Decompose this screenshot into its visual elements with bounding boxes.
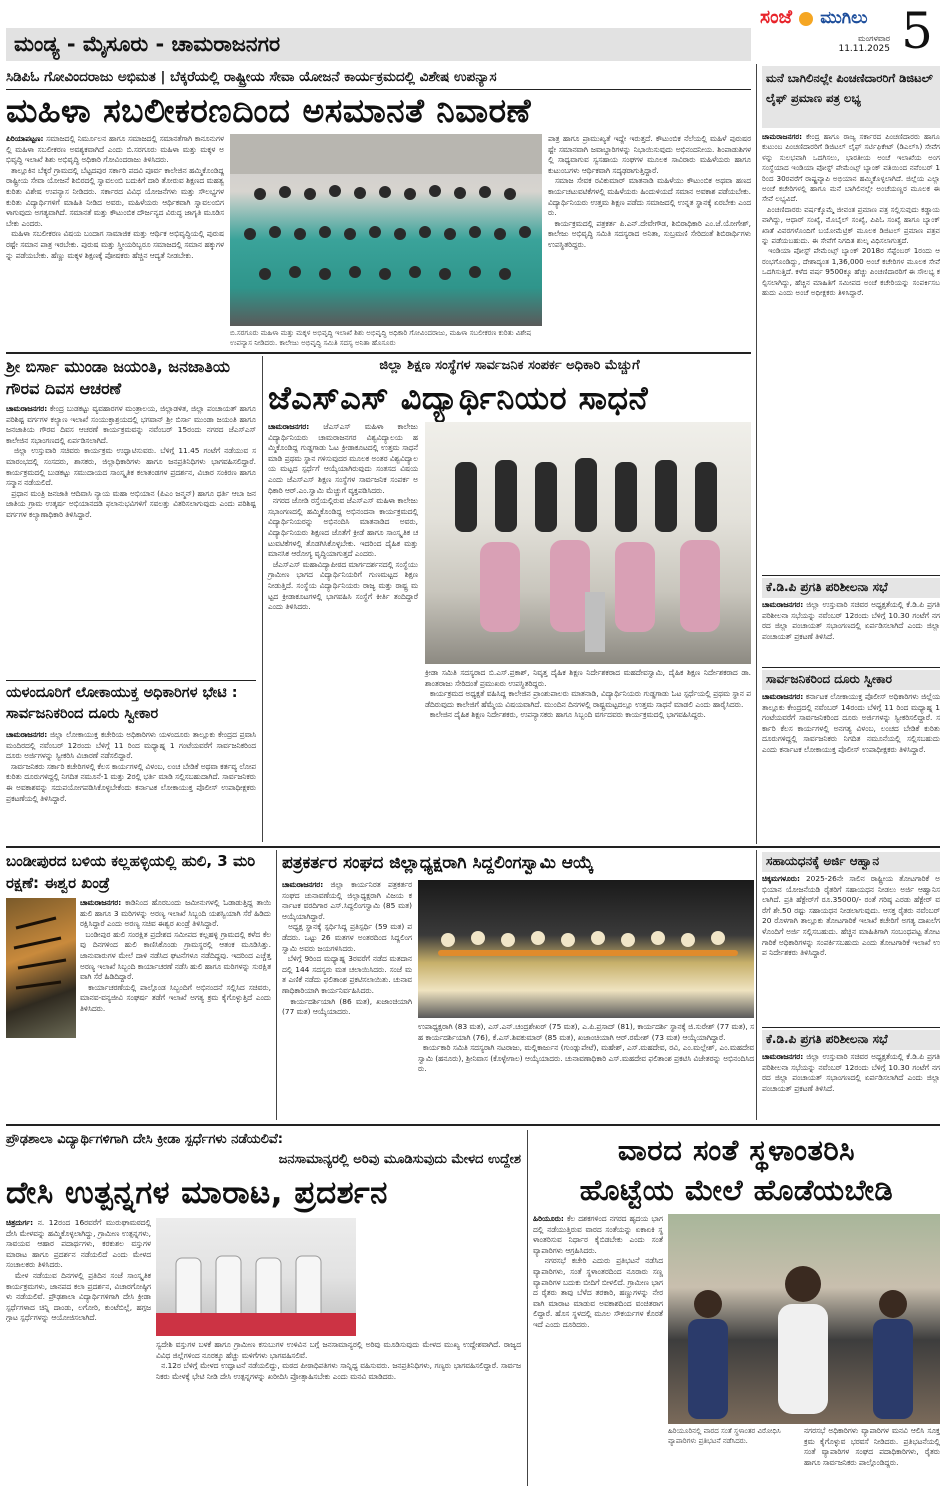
divider <box>762 667 940 668</box>
divider <box>762 1027 940 1028</box>
desi-kicker-1: ಪ್ರೌಢಶಾಲಾ ವಿದ್ಯಾರ್ಥಿಗಳಿಗಾಗಿ ದೇಸಿ ಕ್ರೀಡಾ ಸ್ಪರ್ಧೆಗಳು ನಡೆಯಲಿವೆ: <box>6 1132 283 1147</box>
lokayukta-body <box>6 730 256 840</box>
dateline: ಚಾಮರಾಜನಗರ: <box>282 880 324 889</box>
journalists-group-figures <box>418 880 754 1018</box>
complaint-body <box>762 692 943 840</box>
tiger-body <box>80 898 271 1126</box>
article-text: ಸಮಾಜದಲ್ಲಿ ನಿರ್ಮೂಲನ ಹಾಗೂ ಸಮಾಜದಲ್ಲಿ ಸಮಾನತೆಗಾಗಿ ಕಾನೂನುಗಳಲ್ಲಿ ಮಹಿಳಾ ಸಬಲೀಕರಣ ಅವಶ್ಯಕವಾಗಿದೆ ಎಂದು ಬಿ.ಸರಗೂರು ಮಹಿಳಾ ಮತ್ತು ಮಕ್ಕಳ ಅಭಿವೃದ್ಧಿ ಇಲಾಖೆ ಶಿಶು ಅಭಿವೃದ್ಧಿ ಅಧಿಕಾರಿ ಗೋವಿಂದರಾಜು ತಿಳಿಸಿದರು. ತಾಲ್ಲೂಕಿನ ಬೆಕ್ಕರೆ ಗ್ರಾಮದಲ್ಲಿ ಬೆಟ್ಟದಪುರ ಸರ್ಕಾರಿ ಪದವಿ ಪೂರ್ವ ಕಾಲೇಜಿನ ಹಮ್ಮಿಕೊಂಡಿದ್ದ ರಾಷ್ಟ್ರೀಯ ಸೇವಾ ಯೋಜನೆ ಶಿಬಿರದಲ್ಲಿ ಸ್ವಾವಲಂಬಿ ಬದುಕಿಗೆ ದಾರಿ ತೋರುವ ಶಿಕ್ಷಣದ ಮಹತ್ವ ಕುರಿತು ವಿಶೇಷ ಉಪನ್ಯಾಸ ನೀಡಿದರು. ಸರ್ಕಾರದ ವಿವಿಧ ಯೋಜನೆಗಳು ಮತ್ತು ಸೌಲಭ್ಯಗಳ ಕುರಿತು ವಿದ್ಯಾರ್ಥಿಗಳಿಗೆ ಮಾಹಿತಿ ನೀಡಿದ ಅವರು, ಮಹಿಳೆಯರು ಆರ್ಥಿಕವಾಗಿ ಸ್ವಾವಲಂಬಿಗಳಾಗುವುದು ಅಗತ್ಯವಾಗಿದೆ. ಸಮಾನತೆ ಮತ್ತು ಕೌಟುಂಬಿಕ ದೌರ್ಜನ್ಯದ ವಿರುದ್ಧ ಜಾಗೃತಿ ಮೂಡಿಸಬೇಕು ಎಂದರು. ಮಹಿಳಾ ಸಬಲೀಕರಣ ವಿಷಯ ಬಂದಾಗ ಸಾಮಾಜಿಕ ಮತ್ತು ಆರ್ಥಿಕ ಅಭಿವೃದ್ಧಿಯಲ್ಲಿ ಪುರುಷರಷ್ಟೇ ಸಮಾನ ಪಾತ್ರ ಇರಬೇಕು. ಪುರುಷ ಮತ್ತು ಸ್ತ್ರೀಯರಿಬ್ಬರೂ ಸಮಾಜದಲ್ಲಿ ಸಮಾನ ಹಕ್ಕುಗಳನ್ನು ಪಡೆಯಬೇಕು. ಹೆಣ್ಣು ಮಕ್ಕಳ ಶಿಕ್ಷಣಕ್ಕೆ ಪೋಷಕರು ಹೆಚ್ಚಿನ ಆದ್ಯತೆ ನೀಡಬೇಕು. <box>6 134 225 260</box>
page-number: 5 <box>901 2 933 60</box>
divider <box>6 352 751 354</box>
jss-photo <box>425 422 751 664</box>
journalists-body-right: ಉಪಾಧ್ಯಕ್ಷರಾಗಿ (83 ಮತ), ಎಸ್.ಎನ್.ಚಂದ್ರಶೇಖರ್ (75 ಮತ), ಎ.ಪಿ.ಪ್ರಸಾದ್ (81), ಕಾರ್ಯದರ್ಶಿ ಸ್ಥಾನಕ್ಕೆ ಜಿ.ಸುರೇಶ್ (77 ಮತ), ಸಹ ಕಾರ್ಯದರ್ಶಿಯಾಗಿ (76), ಕೆ.ಎಸ್.ಶಿವಕುಮಾರ್ (85 ಮತ), ಖಜಾಂಚಿಯಾಗಿ ಆರ್.ರಮೇಶ್ (73 ಮತ) ಆಯ್ಕೆಯಾಗಿದ್ದಾರೆ. ಕಾರ್ಯಕಾರಿ ಸಮಿತಿ ಸದಸ್ಯರಾಗಿ ನಟರಾಜು, ಮಲ್ಲಿಕಾರ್ಜುನ (ಗುಂಡ್ಲುಪೇಟೆ), ಮಹೇಶ್, ಎಸ್.ಮಹದೇವ, ರವಿ, ಎಂ.ಮಲ್ಲೇಶ್, ಎಂ.ಮಹದೇವಸ್ವಾಮಿ (ಹನೂರು), ಶ್ರೀನಿವಾಸ (ಕೊಳ್ಳೇಗಾಲ) ಆಯ್ಕೆಯಾದರು. ಚುನಾವಣಾಧಿಕಾರಿ ಎಸ್.ಮಹದೇವ ಫಲಿತಾಂಶ ಪ್ರಕಟಿಸಿ ವಿಜೇತರನ್ನು ಅಭಿನಂದಿಸಿದರು. <box>418 1022 754 1074</box>
desi-body-mid: ಸ್ವದೇಶಿ ವಸ್ತುಗಳ ಬಳಕೆ ಹಾಗೂ ಗ್ರಾಮೀಣ ಕಸುಬುಗಳ ಉಳಿವಿನ ಬಗ್ಗೆ ಜನಸಾಮಾನ್ಯರಲ್ಲಿ ಅರಿವು ಮೂಡಿಸುವುದು ಮೇಳದ ಮುಖ್ಯ ಉದ್ದೇಶವಾಗಿದೆ. ರಾಜ್ಯದ ವಿವಿಧ ಜಿಲ್ಲೆಗಳಿಂದ ನೂರಕ್ಕೂ ಹೆಚ್ಚು ಮಳಿಗೆಗಳು ಭಾಗವಹಿಸಲಿವೆ. ನ.12ರ ಬೆಳಿಗ್ಗೆ ಮೇಳದ ಉದ್ಘಾಟನೆ ನಡೆಯಲಿದ್ದು, ಮಠದ ಪೀಠಾಧಿಪತಿಗಳು ಸಾನ್ನಿಧ್ಯ ವಹಿಸುವರು. ಜನಪ್ರತಿನಿಧಿಗಳು, ಗಣ್ಯರು ಭಾಗವಹಿಸಲಿದ್ದಾರೆ. ಸಾರ್ವಜನಿಕರು ಮೇಳಕ್ಕೆ ಭೇಟಿ ನೀಡಿ ದೇಸಿ ಉತ್ಪನ್ನಗಳನ್ನು ಖರೀದಿಸಿ ಪ್ರೋತ್ಸಾಹಿಸಬೇಕು ಎಂದು ಮನವಿ ಮಾಡಿದರು. <box>156 1340 521 1381</box>
dateline: ಚಾಮರಾಜನಗರ: <box>80 898 122 907</box>
article-text: ಕೇಂದ್ರ ಹಾಗೂ ರಾಜ್ಯ ಸರ್ಕಾರದ ಪಿಂಚಣಿದಾರರು ಹಾಗೂ ಕುಟುಂಬ ಪಿಂಚಣಿದಾರರಿಗೆ ಡಿಜಿಟಲ್ ಲೈಫ್ ಸರ್ಟಿಫಿಕೇಟ್ (ಡಿಎಲ್‌ಸಿ) ಸೇವೆಗಳನ್ನು ಸುಲಭವಾಗಿ ಒದಗಿಸಲು, ಭಾರತೀಯ ಅಂಚೆ ಇಲಾಖೆಯ ಅಂಗ ಸಂಸ್ಥೆಯಾದ ಇಂಡಿಯಾ ಪೋಸ್ಟ್ ಪೇಮೆಂಟ್ಸ್ ಬ್ಯಾಂಕ್ ವತಿಯಿಂದ ನವೆಂಬರ್ 1ರಿಂದ 30ರವರೆಗೆ ರಾಷ್ಟ್ರವ್ಯಾಪಿ ಅಭಿಯಾನ ಹಮ್ಮಿಕೊಳ್ಳಲಾಗಿದೆ. ಜಿಲ್ಲೆಯ ಎಲ್ಲಾ ಅಂಚೆ ಕಚೇರಿಗಳಲ್ಲಿ ಹಾಗೂ ಮನೆ ಬಾಗಿಲಿನಲ್ಲೇ ಅಂಚೆಯಣ್ಣರ ಮೂಲಕ ಈ ಸೇವೆ ಲಭ್ಯವಿದೆ. ಪಿಂಚಣಿದಾರರು ವರ್ಷಕ್ಕೊಮ್ಮೆ ಜೀವಂತ ಪ್ರಮಾಣ ಪತ್ರ ಸಲ್ಲಿಸುವುದು ಕಡ್ಡಾಯವಾಗಿದ್ದು, ಆಧಾರ್ ಸಂಖ್ಯೆ, ಮೊಬೈಲ್ ಸಂಖ್ಯೆ, ಪಿಪಿಓ ಸಂಖ್ಯೆ ಹಾಗೂ ಬ್ಯಾಂಕ್ ಖಾತೆ ವಿವರಗಳೊಂದಿಗೆ ಬಯೋಮೆಟ್ರಿಕ್ ಮೂಲಕ ಡಿಜಿಟಲ್ ಪ್ರಮಾಣ ಪತ್ರವನ್ನು ಪಡೆಯಬಹುದು. ಈ ಸೇವೆಗೆ ನಿಗದಿತ ಶುಲ್ಕ ವಿಧಿಸಲಾಗುತ್ತದೆ. ಇಂಡಿಯಾ ಪೋಸ್ಟ್ ಪೇಮೆಂಟ್ಸ್ ಬ್ಯಾಂಕ್ 2018ರ ಸೆಪ್ಟೆಂಬರ್ 1ರಂದು ಆರಂಭಗೊಂಡಿದ್ದು, ದೇಶಾದ್ಯಂತ 1,36,000 ಅಂಚೆ ಕಚೇರಿಗಳ ಮೂಲಕ ಸೇವೆ ಒದಗಿಸುತ್ತಿದೆ. ಕಳೆದ ವರ್ಷ 9500ಕ್ಕೂ ಹೆಚ್ಚು ಪಿಂಚಣಿದಾರರಿಗೆ ಈ ಸೌಲಭ್ಯ ಕಲ್ಪಿಸಲಾಗಿದ್ದು, ಹೆಚ್ಚಿನ ಮಾಹಿತಿಗೆ ಸಮೀಪದ ಅಂಚೆ ಕಚೇರಿಯನ್ನು ಸಂಪರ್ಕಿಸಬಹುದು ಎಂದು ಅಂಚೆ ಅಧೀಕ್ಷಕರು ತಿಳಿಸಿದ್ದಾರೆ. <box>762 132 941 298</box>
group-photo-figures <box>230 134 542 326</box>
divider <box>6 680 256 681</box>
dateline: ಚಾಮರಾಜನಗರ: <box>6 730 48 739</box>
issue-day: ಮಂಗಳವಾರ <box>857 34 890 43</box>
article-text: ಕೆಲ ದಶಕಗಳಿಂದ ನಗರದ ಹೃದಯ ಭಾಗದಲ್ಲಿ ನಡೆಯುತ್ತಿರುವ ವಾರದ ಸಂತೆಯನ್ನು ಏಕಾಏಕಿ ಸ್ಥಳಾಂತರಿಸುವ ನಿರ್ಧಾರ ಕೈಬಿಡಬೇಕು ಎಂದು ಸಂತೆ ವ್ಯಾಪಾರಿಗಳು ಆಗ್ರಹಿಸಿದರು. ನಗರಸಭೆ ಕಚೇರಿ ಎದುರು ಪ್ರತಿಭಟನೆ ನಡೆಸಿದ ವ್ಯಾಪಾರಿಗಳು, ಸಂತೆ ಸ್ಥಳಾಂತರದಿಂದ ನೂರಾರು ಸಣ್ಣ ವ್ಯಾಪಾರಿಗಳ ಬದುಕು ಬೀದಿಗೆ ಬೀಳಲಿದೆ. ಗ್ರಾಮೀಣ ಭಾಗದ ರೈತರು ತಾವು ಬೆಳೆದ ತರಕಾರಿ, ಹಣ್ಣುಗಳನ್ನು ನೇರವಾಗಿ ಮಾರಾಟ ಮಾಡುವ ಅವಕಾಶದಿಂದ ವಂಚಿತರಾಗಲಿದ್ದಾರೆ. ಹೊಸ ಸ್ಥಳದಲ್ಲಿ ಮೂಲ ಸೌಕರ್ಯಗಳ ಕೊರತೆ ಇದೆ ಎಂದು ದೂರಿದರು. <box>533 1214 664 1329</box>
journalists-photo <box>418 880 754 1018</box>
divider <box>6 89 751 90</box>
sun-icon <box>799 12 813 26</box>
article-text: ಜಿಲ್ಲಾ ಕಾರ್ಯನಿರತ ಪತ್ರಕರ್ತರ ಸಂಘದ ಚುನಾವಣೆಯಲ್ಲಿ ಜಿಲ್ಲಾಧ್ಯಕ್ಷರಾಗಿ ವಿಜಯ ಕರ್ನಾಟಕ ವರದಿಗಾರ ಎಸ್.ಸಿದ್ದಲಿಂಗಸ್ವಾಮಿ (85 ಮತ) ಆಯ್ಕೆಯಾಗಿದ್ದಾರೆ. ಅಧ್ಯಕ್ಷ ಸ್ಥಾನಕ್ಕೆ ಸ್ಪರ್ಧಿಸಿದ್ದ ಪ್ರತಿಸ್ಪರ್ಧಿ (59 ಮತ) ಪಡೆದರು. ಒಟ್ಟು 26 ಮತಗಳ ಅಂತರದಿಂದ ಸಿದ್ದಲಿಂಗಸ್ವಾಮಿ ಅವರು ಜಯಗಳಿಸಿದರು. ಬೆಳಿಗ್ಗೆ 9ರಿಂದ ಮಧ್ಯಾಹ್ನ 3ರವರೆಗೆ ನಡೆದ ಮತದಾನದಲ್ಲಿ 144 ಸದಸ್ಯರು ಮತ ಚಲಾಯಿಸಿದರು. ಸಂಜೆ ಮತ ಎಣಿಕೆ ನಡೆದು ಫಲಿತಾಂಶ ಪ್ರಕಟಿಸಲಾಯಿತು. ಚುನಾವಣಾಧಿಕಾರಿಯಾಗಿ ಕಾರ್ಯನಿರ್ವಹಿಸಿದರು. ಕಾರ್ಯದರ್ಶಿಯಾಗಿ (86 ಮತ), ಖಜಾಂಚಿಯಾಗಿ (77 ಮತ) ಆಯ್ಕೆಯಾದರು. <box>282 880 412 1017</box>
dateline: ಪಿರಿಯಾಪಟ್ಟಣ: <box>6 134 44 143</box>
complaint-headline: ಸಾರ್ವಜನಿಕರಿಂದ ದೂರು ಸ್ವೀಕಾರ <box>762 670 940 690</box>
dateline: ಚಿತ್ರದುರ್ಗ: <box>6 1218 34 1227</box>
dateline: ಚಾಮರಾಜನಗರ: <box>762 600 804 609</box>
journalists-headline: ಪತ್ರಕರ್ತರ ಸಂಘದ ಜಿಲ್ಲಾಧ್ಯಕ್ಷರಾಗಿ ಸಿದ್ದಲಿಂಗಸ್ವಾಮಿ ಆಯ್ಕೆ <box>282 853 594 873</box>
lead-body-right: ಪಾತ್ರ ಹಾಗೂ ಪ್ರಾಮುಖ್ಯತೆ ಇದ್ದೇ ಇರುತ್ತದೆ. ಕೌಟುಂಬಿಕ ನೆಲೆಯಲ್ಲಿ ಮಹಿಳೆ ಪುರುಷರಷ್ಟೇ ಸಮಾನವಾಗಿ ಜವಾಬ್ದಾರಿಗಳನ್ನು ನಿಭಾಯಿಸುವುದು ಅಭಿನಂದನೀಯ. ಶಿಂಪಾಡುಶಿಗಳಲ್ಲಿ ಸಾಧ್ಯವಾಗುವ ಸ್ವಸಹಾಯ ಸಂಘಗಳ ಮೂಲಕ ಸಾವಿರಾರು ಮಹಿಳೆಯರು ಹಾಗೂ ಕುಟುಂಬಗಳು ಆರ್ಥಿಕವಾಗಿ ಸದೃಢರಾಗುತ್ತಿದ್ದಾರೆ. ಸಮಾಜ ಸೇವಕ ರವಿಕುಮಾರ್ ಮಾತನಾಡಿ ಮಹಿಳೆಯು ಕೌಟುಂಬಿಕ ಅಥವಾ ಹಣದ ಕಾರ್ಯಚಟುವಟಿಕೆಗಳಲ್ಲಿ ಮಹಿಳೆಯರು ಹಿಂದುಳಿಯದೆ ಸಮಾನ ಅವಕಾಶ ಪಡೆಯಬೇಕು. ವಿದ್ಯಾರ್ಥಿನಿಯರು ಉತ್ತಮ ಶಿಕ್ಷಣ ಪಡೆದು ಸಮಾಜದಲ್ಲಿ ಉನ್ನತ ಸ್ಥಾನಕ್ಕೆ ಏರಬೇಕು ಎಂದರು. ಕಾರ್ಯಕ್ರಮದಲ್ಲಿ ಪತ್ರಕರ್ತ ಪಿ.ಎನ್.ದೇವೇಗೌಡ, ಶಿಬಿರಾಧಿಕಾರಿ ಎಂ.ಜೆ.ಯೋಗೇಶ್, ಕಾಲೇಜು ಅಭಿವೃದ್ಧಿ ಸಮಿತಿ ಸದಸ್ಯರಾದ ಅನಿತಾ, ಸುಬ್ರಮಣಿ ಸೇರಿದಂತೆ ಶಿಬಿರಾರ್ಥಿಗಳು ಉಪಸ್ಥಿತರಿದ್ದರು. <box>548 134 752 249</box>
article-text: ಜೆಎಸ್‌ಎಸ್ ಮಹಿಳಾ ಕಾಲೇಜು ವಿದ್ಯಾರ್ಥಿನಿಯರು ಚಾಮರಾಜನಗರ ವಿಶ್ವವಿದ್ಯಾಲಯ ಹಮ್ಮಿಕೊಂಡಿದ್ದ ಗುಡ್ಡಗಾಡು ಓಟ ಕ್ರೀಡಾಕೂಟದಲ್ಲಿ ಉತ್ತಮ ಸಾಧನೆ ಮಾಡಿ ಪ್ರಥಮ ಸ್ಥಾನ ಗಳಿಸುವುದರ ಮೂಲಕ ಅಂತರ ವಿಶ್ವವಿದ್ಯಾಲಯ ಮಟ್ಟದ ಸ್ಪರ್ಧೆಗೆ ಆಯ್ಕೆಯಾಗಿರುವುದು ಸಂತಸದ ವಿಷಯ ಎಂದು ಜೆಎಸ್‌ಎಸ್ ಶಿಕ್ಷಣ ಸಂಸ್ಥೆಗಳ ಸಾರ್ವಜನಿಕ ಸಂಪರ್ಕ ಅಧಿಕಾರಿ ಆರ್.ಎಂ.ಸ್ವಾಮಿ ಮೆಚ್ಚುಗೆ ವ್ಯಕ್ತಪಡಿಸಿದರು. ನಗರದ ಜೋಡಿ ರಸ್ತೆಯಲ್ಲಿರುವ ಜೆಎಸ್‌ಎಸ್ ಮಹಿಳಾ ಕಾಲೇಜು ಸಭಾಂಗಣದಲ್ಲಿ ಹಮ್ಮಿಕೊಂಡಿದ್ದ ಅಭಿನಂದನಾ ಕಾರ್ಯಕ್ರಮದಲ್ಲಿ ವಿದ್ಯಾರ್ಥಿನಿಯರನ್ನು ಅಭಿನಂದಿಸಿ ಮಾತನಾಡಿದ ಅವರು, ವಿದ್ಯಾರ್ಥಿನಿಯರು ಶಿಕ್ಷಣದ ಜೊತೆಗೆ ಕ್ರೀಡೆ ಹಾಗೂ ಸಾಂಸ್ಕೃತಿಕ ಚಟುವಟಿಕೆಗಳಲ್ಲಿ ತೊಡಗಿಸಿಕೊಳ್ಳಬೇಕು. ಇದರಿಂದ ದೈಹಿಕ ಮತ್ತು ಮಾನಸಿಕ ಆರೋಗ್ಯ ವೃದ್ಧಿಯಾಗುತ್ತದೆ ಎಂದರು. ಜೆಎಸ್‌ಎಸ್ ಮಹಾವಿದ್ಯಾಪೀಠದ ಮಾರ್ಗದರ್ಶನದಲ್ಲಿ ಸಂಸ್ಥೆಯು ಗ್ರಾಮೀಣ ಭಾಗದ ವಿದ್ಯಾರ್ಥಿನಿಯರಿಗೆ ಗುಣಮಟ್ಟದ ಶಿಕ್ಷಣ ನೀಡುತ್ತಿದೆ. ಸಂಸ್ಥೆಯ ವಿದ್ಯಾರ್ಥಿನಿಯರು ರಾಜ್ಯ ಮತ್ತು ರಾಷ್ಟ್ರ ಮಟ್ಟದ ಕ್ರೀಡಾಕೂಟಗಳಲ್ಲಿ ಭಾಗವಹಿಸಿ ಸಂಸ್ಥೆಗೆ ಕೀರ್ತಿ ತಂದಿದ್ದಾರೆ ಎಂದು ತಿಳಿಸಿದರು. <box>268 422 418 612</box>
kdp-headline: ಕೆ.ಡಿ.ಪಿ ಪ್ರಗತಿ ಪರಿಶೀಲನಾ ಸಭೆ <box>762 578 940 598</box>
birsa-body <box>6 404 256 676</box>
lead-headline: ಮಹಿಳಾ ಸಬಲೀಕರಣದಿಂದ ಅಸಮಾನತೆ ನಿವಾರಣೆ <box>6 91 532 130</box>
article-text: 2025-26ನೇ ಸಾಲಿನ ರಾಷ್ಟ್ರೀಯ ತೋಟಗಾರಿಕೆ ಅಭಿಯಾನ ಯೋಜನೆಯಡಿ ರೈತರಿಗೆ ಸಹಾಯಧನ ನೀಡಲು ಅರ್ಜಿ ಆಹ್ವಾನಿಸಲಾಗಿದೆ. ಪ್ರತಿ ಹೆಕ್ಟೇರ್‌ಗೆ ರೂ.35000/- ರಂತೆ ಗರಿಷ್ಠ ಎರಡು ಹೆಕ್ಟೇರ್ ವರೆಗೆ ಶೇ.50 ರಷ್ಟು ಸಹಾಯಧನ ನೀಡಲಾಗುವುದು. ಆಸಕ್ತ ರೈತರು ನವೆಂಬರ್ 20 ರೊಳಗಾಗಿ ತಾಲ್ಲೂಕು ತೋಟಗಾರಿಕೆ ಇಲಾಖೆ ಕಚೇರಿಗೆ ಅಗತ್ಯ ದಾಖಲೆಗಳೊಂದಿಗೆ ಅರ್ಜಿ ಸಲ್ಲಿಸಬಹುದು. ಹೆಚ್ಚಿನ ಮಾಹಿತಿಗಾಗಿ ಸಂಬಂಧಪಟ್ಟ ತೋಟಗಾರಿಕೆ ಅಧಿಕಾರಿಗಳನ್ನು ಸಂಪರ್ಕಿಸಬಹುದು ಎಂದು ತೋಟಗಾರಿಕೆ ಇಲಾಖೆ ಉಪ ನಿರ್ದೇಶಕರು ತಿಳಿಸಿದ್ದಾರೆ. <box>762 874 943 958</box>
award-photo-figures <box>425 422 751 664</box>
tiger-photo <box>6 898 76 1038</box>
birsa-headline: ಶ್ರೀ ಬಿರ್ಸಾ ಮುಂಡಾ ಜಯಂತಿ, ಜನಜಾತಿಯ ಗೌರವ ದಿವಸ ಆಚರಣೆ <box>6 357 230 398</box>
aid-body <box>762 874 943 1024</box>
jss-body-right: ಕ್ರೀಡಾ ಸಮಿತಿ ಸದಸ್ಯರಾದ ಬಿ.ಎಸ್.ಪ್ರಕಾಶ್, ನಿವೃತ್ತ ದೈಹಿಕ ಶಿಕ್ಷಣ ನಿರ್ದೇಶಕರಾದ ಮಹದೇವಸ್ವಾಮಿ, ದೈಹಿಕ ಶಿಕ್ಷಣ ನಿರ್ದೇಶಕರಾದ ಡಾ. ಶಾಂತರಾಜು ಸೇರಿದಂತೆ ಪ್ರಮುಖರು ಉಪಸ್ಥಿತರಿದ್ದರು. ಕಾರ್ಯಕ್ರಮದ ಅಧ್ಯಕ್ಷತೆ ವಹಿಸಿದ್ದ ಕಾಲೇಜಿನ ಪ್ರಾಂಶುಪಾಲರು ಮಾತನಾಡಿ, ವಿದ್ಯಾರ್ಥಿನಿಯರು ಗುಡ್ಡಗಾಡು ಓಟ ಸ್ಪರ್ಧೆಯಲ್ಲಿ ಪ್ರಥಮ ಸ್ಥಾನ ಪಡೆದಿರುವುದು ಕಾಲೇಜಿಗೆ ಹೆಮ್ಮೆಯ ವಿಷಯವಾಗಿದೆ. ಮುಂದಿನ ದಿನಗಳಲ್ಲಿ ರಾಷ್ಟ್ರಮಟ್ಟದಲ್ಲೂ ಉತ್ತಮ ಸಾಧನೆ ಮಾಡಲಿ ಎಂದು ಹಾರೈಸಿದರು. ಕಾಲೇಜಿನ ದೈಹಿಕ ಶಿಕ್ಷಣ ನಿರ್ದೇಶಕರು, ಉಪನ್ಯಾಸಕರು ಹಾಗೂ ಸಿಬ್ಬಂದಿ ವರ್ಗದವರು ಕಾರ್ಯಕ್ರಮದಲ್ಲಿ ಭಾಗವಹಿಸಿದ್ದರು. <box>425 668 751 720</box>
desi-body-left <box>6 1218 151 1486</box>
dateline: ಚಾಮರಾಜನಗರ: <box>268 422 310 431</box>
article-text: ಕರ್ನಾಟಕ ಲೋಕಾಯುಕ್ತ ಪೊಲೀಸ್ ಅಧಿಕಾರಿಗಳು ಜಿಲ್ಲೆಯ ತಾಲ್ಲೂಕು ಕೇಂದ್ರದಲ್ಲಿ ನವೆಂಬರ್ 14ರಂದು ಬೆಳಿಗ್ಗೆ 11 ರಿಂದ ಮಧ್ಯಾಹ್ನ 1 ಗಂಟೆಯವರೆಗೆ ಸಾರ್ವಜನಿಕರಿಂದ ದೂರು ಅರ್ಜಿಗಳನ್ನು ಸ್ವೀಕರಿಸಲಿದ್ದಾರೆ. ಸರ್ಕಾರಿ ಕೆಲಸ ಕಾರ್ಯಗಳಲ್ಲಿ ಅನಗತ್ಯ ವಿಳಂಬ, ಲಂಚದ ಬೇಡಿಕೆ ಕುರಿತು ದೂರುಗಳಿದ್ದಲ್ಲಿ ಸಾರ್ವಜನಿಕರು ನಿಗದಿತ ನಮೂನೆಯಲ್ಲಿ ಸಲ್ಲಿಸಬಹುದು ಎಂದು ಕರ್ನಾಟಕ ಲೋಕಾಯುಕ್ತ ಪೊಲೀಸ್ ಉಪಾಧೀಕ್ಷಕರು ತಿಳಿಸಿದ್ದಾರೆ. <box>762 692 943 754</box>
kdp-body <box>762 600 943 664</box>
journalists-body-left <box>282 880 412 1120</box>
desi-press-meet-figures <box>156 1218 356 1336</box>
tiger-stripes <box>6 898 76 1038</box>
santhe-photo <box>668 1214 940 1424</box>
santhe-body-left <box>533 1214 663 1486</box>
desi-kicker-2: ಜನಸಾಮಾನ್ಯರಲ್ಲಿ ಅರಿವು ಮೂಡಿಸುವುದು ಮೇಳದ ಉದ್ದೇಶ <box>278 1152 521 1167</box>
dateline: ಚಿಕ್ಕಮಗಳೂರು: <box>762 874 800 883</box>
lead-kicker: ಸಿಡಿಪಿಓ ಗೋವಿಂದರಾಜು ಅಭಿಮತ | ಬೆಕ್ಕರೆಯಲ್ಲಿ ರಾಷ್ಟ್ರೀಯ ಸೇವಾ ಯೋಜನೆ ಕಾರ್ಯಕ್ರಮದಲ್ಲಿ ವಿಶೇಷ ಉಪನ್ಯಾಸ <box>6 69 497 85</box>
brand-name-2: ಮುಗಿಲು <box>820 8 868 28</box>
column-divider <box>262 356 263 842</box>
dateline: ಚಾಮರಾಜನಗರ: <box>6 404 48 413</box>
desi-headline: ದೇಸಿ ಉತ್ಪನ್ನಗಳ ಮಾರಾಟ, ಪ್ರದರ್ಶನ <box>6 1175 388 1211</box>
digital-body <box>762 132 940 570</box>
kdp2-body <box>762 1052 943 1120</box>
jss-body-left <box>268 422 418 840</box>
lead-photo <box>230 134 542 326</box>
article-text: ಕಾಡಿನಿಂದ ಹೊರಬಂದು ಜಮೀನುಗಳಲ್ಲಿ ಓಡಾಡುತ್ತಿದ್ದ ತಾಯಿ ಹುಲಿ ಹಾಗೂ 3 ಮರಿಗಳನ್ನು ಅರಣ್ಯ ಇಲಾಖೆ ಸಿಬ್ಬಂದಿ ಯಶಸ್ವಿಯಾಗಿ ಸೆರೆ ಹಿಡಿದು ರಕ್ಷಿಸಿದ್ದಾರೆ ಎಂದು ಅರಣ್ಯ ಸಚಿವ ಈಶ್ವರ ಖಂಡ್ರೆ ತಿಳಿಸಿದ್ದಾರೆ. ಬಂಡೀಪುರ ಹುಲಿ ಸಂರಕ್ಷಿತ ಪ್ರದೇಶದ ಸಮೀಪದ ಕಲ್ಲಹಳ್ಳಿ ಗ್ರಾಮದಲ್ಲಿ ಕಳೆದ ಕೆಲವು ದಿನಗಳಿಂದ ಹುಲಿ ಕಾಣಿಸಿಕೊಂಡು ಗ್ರಾಮಸ್ಥರಲ್ಲಿ ಆತಂಕ ಮೂಡಿಸಿತ್ತು. ಜಾನುವಾರುಗಳ ಮೇಲೆ ದಾಳಿ ನಡೆಸಿದ ಘಟನೆಗಳೂ ನಡೆದಿದ್ದವು. ಇದರಿಂದ ಎಚ್ಚೆತ್ತ ಅರಣ್ಯ ಇಲಾಖೆ ಸಿಬ್ಬಂದಿ ಕಾರ್ಯಾಚರಣೆ ನಡೆಸಿ ಹುಲಿ ಹಾಗೂ ಮರಿಗಳನ್ನು ಸುರಕ್ಷಿತವಾಗಿ ಸೆರೆ ಹಿಡಿದಿದ್ದಾರೆ. ಕಾರ್ಯಾಚರಣೆಯಲ್ಲಿ ಪಾಲ್ಗೊಂಡ ಸಿಬ್ಬಂದಿಗೆ ಅಭಿನಂದನೆ ಸಲ್ಲಿಸಿದ ಸಚಿವರು, ಮಾನವ-ವನ್ಯಜೀವಿ ಸಂಘರ್ಷ ತಡೆಗೆ ಇಲಾಖೆ ಅಗತ್ಯ ಕ್ರಮ ಕೈಗೊಳ್ಳುತ್ತಿದೆ ಎಂದು ತಿಳಿಸಿದರು. <box>80 898 272 1013</box>
santhe-body-right: ನಗರಸಭೆ ಅಧಿಕಾರಿಗಳು ವ್ಯಾಪಾರಿಗಳ ಮನವಿ ಆಲಿಸಿ ಸೂಕ್ತ ಕ್ರಮ ಕೈಗೊಳ್ಳುವ ಭರವಸೆ ನೀಡಿದರು. ಪ್ರತಿಭಟನೆಯಲ್ಲಿ ಸಂತೆ ವ್ಯಾಪಾರಿಗಳ ಸಂಘದ ಪದಾಧಿಕಾರಿಗಳು, ರೈತರು ಹಾಗೂ ಸಾರ್ವಜನಿಕರು ಪಾಲ್ಗೊಂಡಿದ್ದರು. <box>804 1426 943 1467</box>
column-divider <box>756 850 757 1120</box>
desi-photo <box>156 1218 356 1336</box>
divider <box>762 575 940 576</box>
kdp2-headline: ಕೆ.ಡಿ.ಪಿ ಪ್ರಗತಿ ಪರಿಶೀಲನಾ ಸಭೆ <box>762 1030 940 1050</box>
section-title: ಮಂಡ್ಯ - ಮೈಸೂರು - ಚಾಮರಾಜನಗರ <box>14 32 281 56</box>
column-divider <box>756 64 757 844</box>
jss-headline: ಜೆಎಸ್‌ಎಸ್ ವಿದ್ಯಾರ್ಥಿನಿಯರ ಸಾಧನೆ <box>268 379 649 417</box>
santhe-photo-caption: ಹಿರಿಯೂರಿನಲ್ಲಿ ವಾರದ ಸಂತೆ ಸ್ಥಳಾಂತರ ವಿರೋಧಿಸಿ ವ್ಯಾಪಾರಿಗಳು ಪ್ರತಿಭಟನೆ ನಡೆಸಿದರು. <box>668 1427 781 1445</box>
protest-figures <box>668 1214 940 1424</box>
lead-photo-caption: ಬಿ.ಸರಗೂರು ಮಹಿಳಾ ಮತ್ತು ಮಕ್ಕಳ ಅಭಿವೃದ್ಧಿ ಇಲಾಖೆ ಶಿಶು ಅಭಿವೃದ್ಧಿ ಅಧಿಕಾರಿ ಗೋವಿಂದರಾಜು, ಮಹಿಳಾ ಸಬಲೀಕರಣ ಕುರಿತು ವಿಶೇಷ ಉಪನ್ಯಾಸ ನೀಡಿದರು. ಕಾಲೇಜು ಅಭಿವೃದ್ಧಿ ಸಮಿತಿ ಸದಸ್ಯ ಅನಿತಾ ಹೊಸೂರು <box>230 329 532 347</box>
article-text: ಜಿಲ್ಲಾ ಉಸ್ತುವಾರಿ ಸಚಿವರ ಅಧ್ಯಕ್ಷತೆಯಲ್ಲಿ ಕೆ.ಡಿ.ಪಿ ಪ್ರಗತಿ ಪರಿಶೀಲನಾ ಸಭೆಯನ್ನು ನವೆಂಬರ್ 12ರಂದು ಬೆಳಿಗ್ಗೆ 10.30 ಗಂಟೆಗೆ ನಗರದ ಜಿಲ್ಲಾ ಪಂಚಾಯತ್ ಸಭಾಂಗಣದಲ್ಲಿ ಏರ್ಪಡಿಸಲಾಗಿದೆ ಎಂದು ಜಿಲ್ಲಾ ಪಂಚಾಯತ್ ಪ್ರಕಟಣೆ ತಿಳಿಸಿದೆ. <box>762 600 943 641</box>
dateline: ಚಾಮರಾಜನಗರ: <box>762 692 804 701</box>
santhe-headline-2: ಹೊಟ್ಟೆಯ ಮೇಲೆ ಹೊಡೆಯಬೇಡಿ <box>579 1173 894 1207</box>
santhe-headline-1: ವಾರದ ಸಂತೆ ಸ್ಥಳಾಂತರಿಸಿ <box>617 1133 856 1167</box>
dateline: ಚಾಮರಾಜನಗರ: <box>762 132 803 141</box>
digital-headline: ಮನೆ ಬಾಗಿಲಿನಲ್ಲೇ ಪಿಂಚಣಿದಾರರಿಗೆ ಡಿಜಿಟಲ್ ಲೈಫ್ ಪ್ರಮಾಣ ಪತ್ರ ಲಭ್ಯ <box>762 66 940 128</box>
jss-kicker: ಜಿಲ್ಲಾ ಶಿಕ್ಷಣ ಸಂಸ್ಥೆಗಳ ಸಾರ್ವಜನಿಕ ಸಂಪರ್ಕ ಅಧಿಕಾರಿ ಮೆಚ್ಚುಗೆ <box>379 358 640 373</box>
dateline: ಹಿರಿಯೂರು: <box>533 1214 564 1223</box>
column-divider <box>527 1130 528 1486</box>
lead-body-left <box>6 134 224 346</box>
article-text: ಕೇಂದ್ರ ಬುಡಕಟ್ಟು ವ್ಯವಹಾರಗಳ ಮಂತ್ರಾಲಯ, ಜಿಲ್ಲಾಡಳಿತ, ಜಿಲ್ಲಾ ಪಂಚಾಯತ್ ಹಾಗೂ ಪರಿಶಿಷ್ಟ ವರ್ಗಗಳ ಕಲ್ಯಾಣ ಇಲಾಖೆ ಸಂಯುಕ್ತಾಶ್ರಯದಲ್ಲಿ ಭಗವಾನ್ ಶ್ರೀ ಬಿರ್ಸಾ ಮುಂಡಾ ಜಯಂತಿ ಹಾಗೂ ಜನಜಾತಿಯ ಗೌರವ ದಿವಸ ಆಚರಣೆ ಕಾರ್ಯಕ್ರಮವನ್ನು ನವೆಂಬರ್ 15ರಂದು ನಗರದ ಜೆಎಸ್‌ಎಸ್ ಕಾಲೇಜಿನ ಸಭಾಂಗಣದಲ್ಲಿ ಏರ್ಪಡಿಸಲಾಗಿದೆ. ಜಿಲ್ಲಾ ಉಸ್ತುವಾರಿ ಸಚಿವರು ಕಾರ್ಯಕ್ರಮ ಉದ್ಘಾಟಿಸುವರು. ಬೆಳಿಗ್ಗೆ 11.45 ಗಂಟೆಗೆ ನಡೆಯುವ ಸಮಾರಂಭದಲ್ಲಿ ಸಂಸದರು, ಶಾಸಕರು, ಜಿಲ್ಲಾಧಿಕಾರಿಗಳು ಹಾಗೂ ಜನಪ್ರತಿನಿಧಿಗಳು ಭಾಗವಹಿಸಲಿದ್ದಾರೆ. ಕಾರ್ಯಕ್ರಮದಲ್ಲಿ ಬುಡಕಟ್ಟು ಸಮುದಾಯದ ಸಾಂಸ್ಕೃತಿಕ ಕಲಾತಂಡಗಳ ಪ್ರದರ್ಶನ, ವಿಚಾರ ಸಂಕಿರಣ ಹಾಗೂ ಸನ್ಮಾನ ನಡೆಯಲಿದೆ. ಪ್ರಧಾನ ಮಂತ್ರಿ ಜನಜಾತಿ ಆದಿವಾಸಿ ನ್ಯಾಯ ಮಹಾ ಅಭಿಯಾನ (ಪಿಎಂ ಜನ್ಮನ್) ಹಾಗೂ ಧರ್ತಿ ಆಬಾ ಜನಜಾತಿಯ ಗ್ರಾಮ ಉತ್ಕರ್ಷ ಅಭಿಯಾನದಡಿ ಫಲಾನುಭವಿಗಳಿಗೆ ಸವಲತ್ತು ವಿತರಿಸಲಾಗುವುದು ಎಂದು ಪರಿಶಿಷ್ಟ ವರ್ಗಗಳ ಕಲ್ಯಾಣಾಧಿಕಾರಿ ತಿಳಿಸಿದ್ದಾರೆ. <box>6 404 256 519</box>
tiger-headline: ಬಂಡೀಪುರದ ಬಳಿಯ ಕಲ್ಲಹಳ್ಳಿಯಲ್ಲಿ ಹುಲಿ, 3 ಮರಿ ರಕ್ಷಣೆ: ಈಶ್ವರ ಖಂಡ್ರೆ <box>6 852 256 892</box>
article-text: ನ. 12ರಂದ 16ರವರೆಗೆ ಮುರುಘಾಮಠದಲ್ಲಿ ದೇಸಿ ಮೇಳವನ್ನು ಹಮ್ಮಿಕೊಳ್ಳಲಾಗಿದ್ದು, ಗ್ರಾಮೀಣ ಉತ್ಪನ್ನಗಳು, ಸಾವಯವ ಆಹಾರ ಪದಾರ್ಥಗಳು, ಕರಕುಶಲ ವಸ್ತುಗಳ ಮಾರಾಟ ಹಾಗೂ ಪ್ರದರ್ಶನ ನಡೆಯಲಿದೆ ಎಂದು ಮೇಳದ ಸಂಚಾಲಕರು ತಿಳಿಸಿದರು. ಮೇಳ ನಡೆಯುವ ದಿನಗಳಲ್ಲಿ ಪ್ರತಿದಿನ ಸಂಜೆ ಸಾಂಸ್ಕೃತಿಕ ಕಾರ್ಯಕ್ರಮಗಳು, ಜಾನಪದ ಕಲಾ ಪ್ರದರ್ಶನ, ವಿಚಾರಗೋಷ್ಠಿಗಳು ನಡೆಯಲಿವೆ. ಪ್ರೌಢಶಾಲಾ ವಿದ್ಯಾರ್ಥಿಗಳಿಗಾಗಿ ದೇಸಿ ಕ್ರೀಡಾ ಸ್ಪರ್ಧೆಗಳಾದ ಚಿನ್ನಿ ದಾಂಡು, ಲಗೋರಿ, ಕುಂಟೆಬಿಲ್ಲೆ, ಹಗ್ಗಜಗ್ಗಾಟ ಸ್ಪರ್ಧೆಗಳನ್ನು ಆಯೋಜಿಸಲಾಗಿದೆ. <box>6 1218 152 1323</box>
divider <box>6 1124 940 1126</box>
issue-date: 11.11.2025 <box>838 44 890 54</box>
dateline: ಚಾಮರಾಜನಗರ: <box>762 1052 804 1061</box>
lokayukta-headline: ಯಳಂದೂರಿಗೆ ಲೋಕಾಯುಕ್ತ ಅಧಿಕಾರಿಗಳ ಭೇಟಿ : ಸಾರ್ವಜನಿಕರಿಂದ ದೂರು ಸ್ವೀಕಾರ <box>6 685 238 722</box>
divider <box>6 846 940 848</box>
aid-headline: ಸಹಾಯಧನಕ್ಕೆ ಅರ್ಜಿ ಆಹ್ವಾನ <box>762 852 940 872</box>
column-divider <box>276 850 277 1120</box>
article-text: ಜಿಲ್ಲಾ ಲೋಕಾಯುಕ್ತ ಕಚೇರಿಯ ಅಧಿಕಾರಿಗಳು ಯಳಂದೂರು ತಾಲ್ಲೂಕು ಕೇಂದ್ರದ ಪ್ರವಾಸಿ ಮಂದಿರದಲ್ಲಿ ನವೆಂಬರ್ 12ರಂದು ಬೆಳಿಗ್ಗೆ 11 ರಿಂದ ಮಧ್ಯಾಹ್ನ 1 ಗಂಟೆಯವರೆಗೆ ಸಾರ್ವಜನಿಕರಿಂದ ದೂರು ಅರ್ಜಿಗಳನ್ನು ಸ್ವೀಕರಿಸಿ ವಿಚಾರಣೆ ನಡೆಸಲಿದ್ದಾರೆ. ಸಾರ್ವಜನಿಕರು ಸರ್ಕಾರಿ ಕಚೇರಿಗಳಲ್ಲಿ ಕೆಲಸ ಕಾರ್ಯಗಳಲ್ಲಿ ವಿಳಂಬ, ಲಂಚ ಬೇಡಿಕೆ ಅಥವಾ ಕರ್ತವ್ಯ ಲೋಪ ಕುರಿತು ದೂರುಗಳಿದ್ದಲ್ಲಿ ನಿಗದಿತ ನಮೂನೆ-1 ಮತ್ತು 2ರಲ್ಲಿ ಭರ್ತಿ ಮಾಡಿ ಸಲ್ಲಿಸಬಹುದಾಗಿದೆ. ಸಾರ್ವಜನಿಕರು ಈ ಅವಕಾಶವನ್ನು ಸದುಪಯೋಗಪಡಿಸಿಕೊಳ್ಳಬೇಕೆಂದು ಕರ್ನಾಟಕ ಲೋಕಾಯುಕ್ತ ಪೊಲೀಸ್ ಉಪಾಧೀಕ್ಷಕರು ಪ್ರಕಟಣೆಯಲ್ಲಿ ತಿಳಿಸಿದ್ದಾರೆ. <box>6 730 256 803</box>
article-text: ಜಿಲ್ಲಾ ಉಸ್ತುವಾರಿ ಸಚಿವರ ಅಧ್ಯಕ್ಷತೆಯಲ್ಲಿ ಕೆ.ಡಿ.ಪಿ ಪ್ರಗತಿ ಪರಿಶೀಲನಾ ಸಭೆಯನ್ನು ನವೆಂಬರ್ 12ರಂದು ಬೆಳಿಗ್ಗೆ 10.30 ಗಂಟೆಗೆ ನಗರದ ಜಿಲ್ಲಾ ಪಂಚಾಯತ್ ಸಭಾಂಗಣದಲ್ಲಿ ಏರ್ಪಡಿಸಲಾಗಿದೆ ಎಂದು ಜಿಲ್ಲಾ ಪಂಚಾಯತ್ ಪ್ರಕಟಣೆ ತಿಳಿಸಿದೆ. <box>762 1052 943 1093</box>
brand-name-1: ಸಂಜೆ <box>760 6 793 28</box>
